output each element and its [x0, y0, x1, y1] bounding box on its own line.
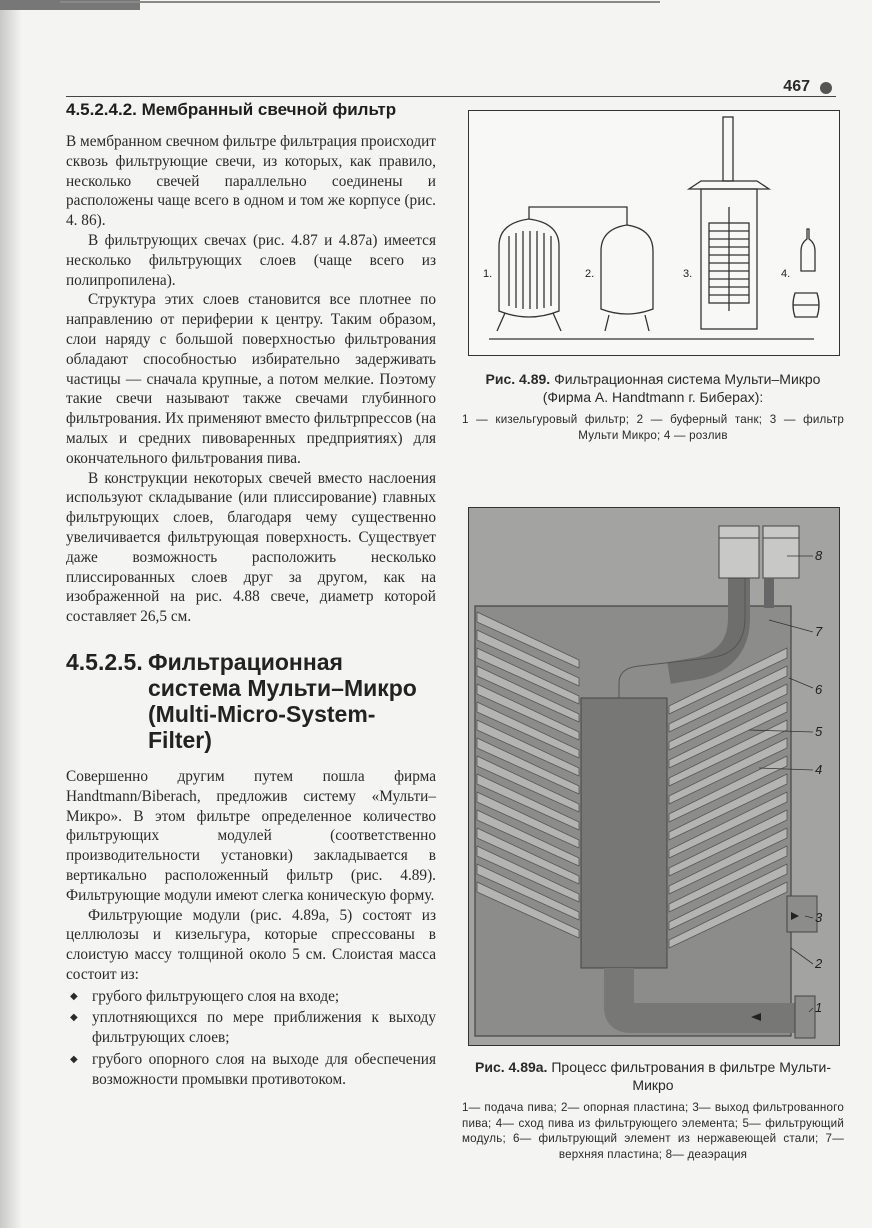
paragraph: В конструкции некоторых свечей вместо наслоения используют складывание (или плиссирование) главных фильтрующих слоев, благодаря чему существенно увеличивается фильтрующая поверхность. Существует даже возможность расположить несколько плиссированных слоев друг за другом, как на изображенной на рис. 4.88 свече, диаметр которой составляет 26,5 см.: [66, 469, 436, 626]
label-4: 4: [815, 762, 823, 777]
list-item: ◆ грубого опорного слоя на выходе для обеспечения возможности промывки противотоком.: [66, 1050, 436, 1090]
process-diagram: [469, 111, 839, 355]
label-2: 2.: [585, 268, 595, 280]
paragraph: В мембранном свечном фильтре фильтрация происходит сквозь фильтрующие свечи, из которых, как правило, несколько свечей параллельно соединены и расположены чаще всего в одном и том же корпусе (рис. 4. 86).: [66, 133, 436, 230]
section-number: 4.5.2.5.: [66, 648, 143, 675]
text-column: [66, 100, 436, 1092]
deaeration-pipe: [723, 117, 733, 181]
label-5: 5: [815, 724, 823, 739]
kieselguhr-filter-vessel: [499, 219, 559, 317]
page-number: 467: [783, 78, 810, 95]
label-1: 1.: [483, 268, 493, 280]
bullet-list: [66, 987, 436, 1090]
paragraph: В фильтрующих свечах (рис. 4.87 и 4.87а) имеется несколько фильтрующих слоев (чаще всего из полипропилена).: [66, 231, 436, 289]
paragraph: Структура этих слоев становится все плотнее по направлению от периферии к центру. Таким образом, слои наряду с большой поверхностью фильтрования обладают способностью избирательно задерживать частицы — сначала крупные, а потом мелкие. Поэтому такие свечи называют также свечами глубинного фильтрования. Их применяют вместо фильтрпрессов (на малых и средних пивоваренных предприятиях) для окончательного фильтрования пива.: [66, 291, 436, 467]
deaeration-valve: [719, 526, 759, 578]
label-6: 6: [815, 682, 823, 697]
caption-label: Рис. 4.89а.: [475, 1059, 548, 1075]
central-channel: [581, 698, 667, 968]
label-3: 3.: [683, 268, 693, 280]
label-1: 1: [815, 1000, 823, 1015]
figure-4-89a: [468, 507, 840, 1046]
list-item: ◆ уплотняющихся по мере приближения к выходу фильтрующих слоев;: [66, 1008, 436, 1048]
caption-legend: 1— подача пива; 2— опорная пластина; 3— выход фильтрованного пива; 4— сход пива из фильтрующего элемента; 5— фильтрующий модуль; 6— фильтрующий элемент из нержавеющей стали; 7— верхняя пластина; 8— деаэрация: [462, 1101, 844, 1161]
bottle-icon: [801, 229, 815, 271]
caption-title: Фильтрационная система Мульти–Микро (Фирма А. Handtmann г. Биберах):: [542, 371, 821, 405]
page-marker-icon: [820, 82, 832, 94]
label-4: 4.: [781, 268, 791, 280]
figure-4-89: [468, 110, 840, 356]
label-8: 8: [815, 548, 823, 563]
caption-legend: 1 — кизельгуровый фильтр; 2 — буферный танк; 3 — фильтр Мульти Микро; 4 — розлив: [462, 413, 844, 442]
list-item: ◆ грубого фильтрующего слоя на входе;: [66, 987, 436, 1007]
top-rule: [60, 1, 660, 3]
paragraph: Фильтрующие модули (рис. 4.89а, 5) состоят из целлюлозы и кизельгура, которые спрессованы в слоистую массу толщиной около 5 см. Слоистая масса состоит из:: [66, 906, 436, 983]
label-2: 2: [815, 956, 823, 971]
figure-caption-4-89a: [462, 1058, 844, 1162]
section-heading-2: [66, 649, 436, 753]
paragraph: Совершенно другим путем пошла фирма Handtmann/Biberach, предложив систему «Мульти–Микро». В этом фильтре определенное количество фильтрующих модулей (соответственно производительности установки) закладывается в вертикально расположенный фильтр (рис. 4.89). Фильтрующие модули имеют слегка коническую форму.: [66, 767, 436, 904]
section-heading: 4.5.2.4.2. Мембранный свечной фильтр: [66, 100, 397, 119]
filter-cross-section: [469, 508, 839, 1045]
label-3: 3: [815, 910, 823, 925]
section-title: Фильтрационная система Мульти–Микро (Multi-Micro-System-Filter): [148, 648, 417, 753]
caption-title: Процесс фильтрования в фильтре Мульти-Микро: [551, 1059, 831, 1093]
buffer-tank: [601, 225, 653, 314]
caption-label: Рис. 4.89.: [485, 371, 551, 387]
deaeration-valve: [763, 526, 799, 578]
header-rule: [66, 96, 836, 97]
label-7: 7: [815, 624, 823, 639]
scan-shadow: [0, 0, 22, 1228]
filter-head: [689, 181, 769, 189]
figure-caption-4-89: [462, 370, 844, 443]
